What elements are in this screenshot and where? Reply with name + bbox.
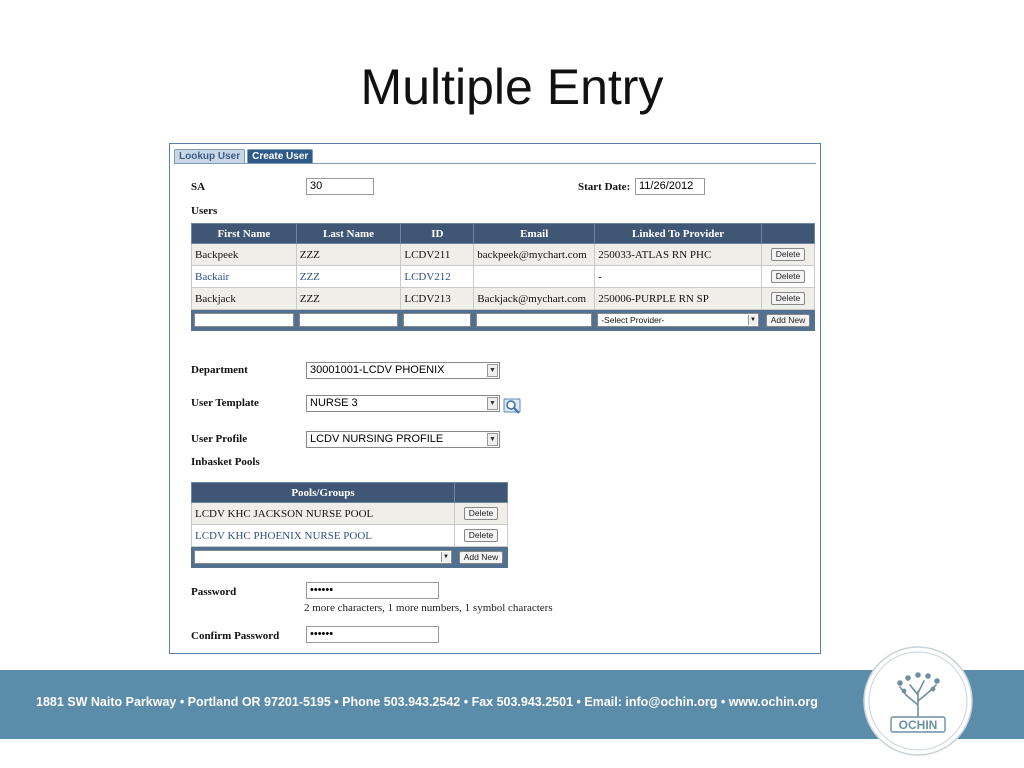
delete-user-button[interactable]: Delete [771,292,806,305]
inbasket-pools-table [191,482,508,568]
table-row [192,503,508,525]
chevron-down-icon: ▼ [441,552,450,562]
column-header-first-name: First Name [192,224,297,244]
delete-pool-button[interactable]: Delete [464,529,499,542]
cell-first-name: Backpeek [192,244,297,266]
user-profile-dropdown[interactable] [306,431,500,448]
password-input[interactable]: •••••• [306,582,439,599]
cell-last-name: ZZZ [296,244,401,266]
tab-divider [174,163,816,164]
confirm-password-label: Confirm Password [191,630,280,642]
cell-pool-name: LCDV KHC PHOENIX NURSE POOL [192,525,455,547]
column-header-linked-provider: Linked To Provider [595,224,762,244]
cell-last-name: ZZZ [296,288,401,310]
cell-id: LCDV212 [401,266,474,288]
user-profile-label: User Profile [191,433,248,445]
password-hint: 2 more characters, 1 more numbers, 1 symbol characters [304,602,553,614]
start-date-input[interactable]: 11/26/2012 [635,178,705,195]
password-label: Password [191,586,237,598]
chevron-down-icon: ▼ [748,315,757,325]
cell-provider: 250006-PURPLE RN SP [595,288,762,310]
cell-email [474,266,595,288]
select-provider-value: -Select Provider- [601,315,665,325]
delete-user-button[interactable]: Delete [771,248,806,261]
column-header-actions [761,224,814,244]
cell-id: LCDV211 [401,244,474,266]
user-template-label: User Template [191,397,259,409]
new-first-name-input[interactable] [194,313,294,327]
new-email-input[interactable] [476,313,592,327]
cell-id: LCDV213 [401,288,474,310]
column-header-email: Email [474,224,595,244]
select-provider-dropdown[interactable] [597,313,759,327]
start-date-label: Start Date: [578,181,631,193]
cell-email: Backjack@mychart.com [474,288,595,310]
column-header-last-name: Last Name [296,224,401,244]
new-user-entry-row [192,310,815,331]
inbasket-pools-label: Inbasket Pools [191,456,260,468]
department-value: 30001001-LCDV PHOENIX [310,364,445,376]
tab-bar [174,149,313,164]
user-template-dropdown[interactable] [306,395,500,412]
confirm-password-input[interactable]: •••••• [306,626,439,643]
sa-input[interactable]: 30 [306,178,374,195]
logo-text: OCHIN [898,718,938,732]
table-row [192,288,815,310]
select-pool-dropdown[interactable] [194,550,452,564]
cell-pool-name: LCDV KHC JACKSON NURSE POOL [192,503,455,525]
delete-user-button[interactable]: Delete [771,270,806,283]
add-pool-button[interactable]: Add New [459,551,504,564]
table-row [192,266,815,288]
slide-title: Multiple Entry [360,59,664,115]
column-header-pools-groups: Pools/Groups [192,483,455,503]
delete-pool-button[interactable]: Delete [464,507,499,520]
ochin-logo [862,645,974,757]
cell-last-name: ZZZ [296,266,401,288]
column-header-id: ID [401,224,474,244]
users-table [191,223,815,331]
search-icon[interactable] [503,398,523,416]
cell-email: backpeek@mychart.com [474,244,595,266]
create-user-panel [169,143,821,654]
chevron-down-icon: ▼ [487,364,498,377]
department-label: Department [191,364,248,376]
cell-provider: - [595,266,762,288]
table-row [192,244,815,266]
cell-provider: 250033-ATLAS RN PHC [595,244,762,266]
tab-lookup-user[interactable]: Lookup User [174,149,245,163]
new-id-input[interactable] [403,313,471,327]
add-user-button[interactable]: Add New [766,314,811,327]
tab-create-user[interactable]: Create User [247,149,313,163]
chevron-down-icon: ▼ [487,433,498,446]
cell-first-name: Backair [192,266,297,288]
department-dropdown[interactable] [306,362,500,379]
column-header-actions [455,483,508,503]
new-last-name-input[interactable] [299,313,399,327]
users-label: Users [191,205,218,217]
user-profile-value: LCDV NURSING PROFILE [310,433,444,445]
sa-label: SA [191,181,206,193]
user-template-value: NURSE 3 [310,397,358,409]
cell-first-name: Backjack [192,288,297,310]
chevron-down-icon: ▼ [487,397,498,410]
new-pool-entry-row [192,547,508,568]
footer-contact-text: 1881 SW Naito Parkway • Portland OR 97201-5195 • Phone 503.943.2542 • Fax 503.943.2501 • Email: info@ochin.org • www.ochin.org [36,695,818,709]
table-row [192,525,508,547]
